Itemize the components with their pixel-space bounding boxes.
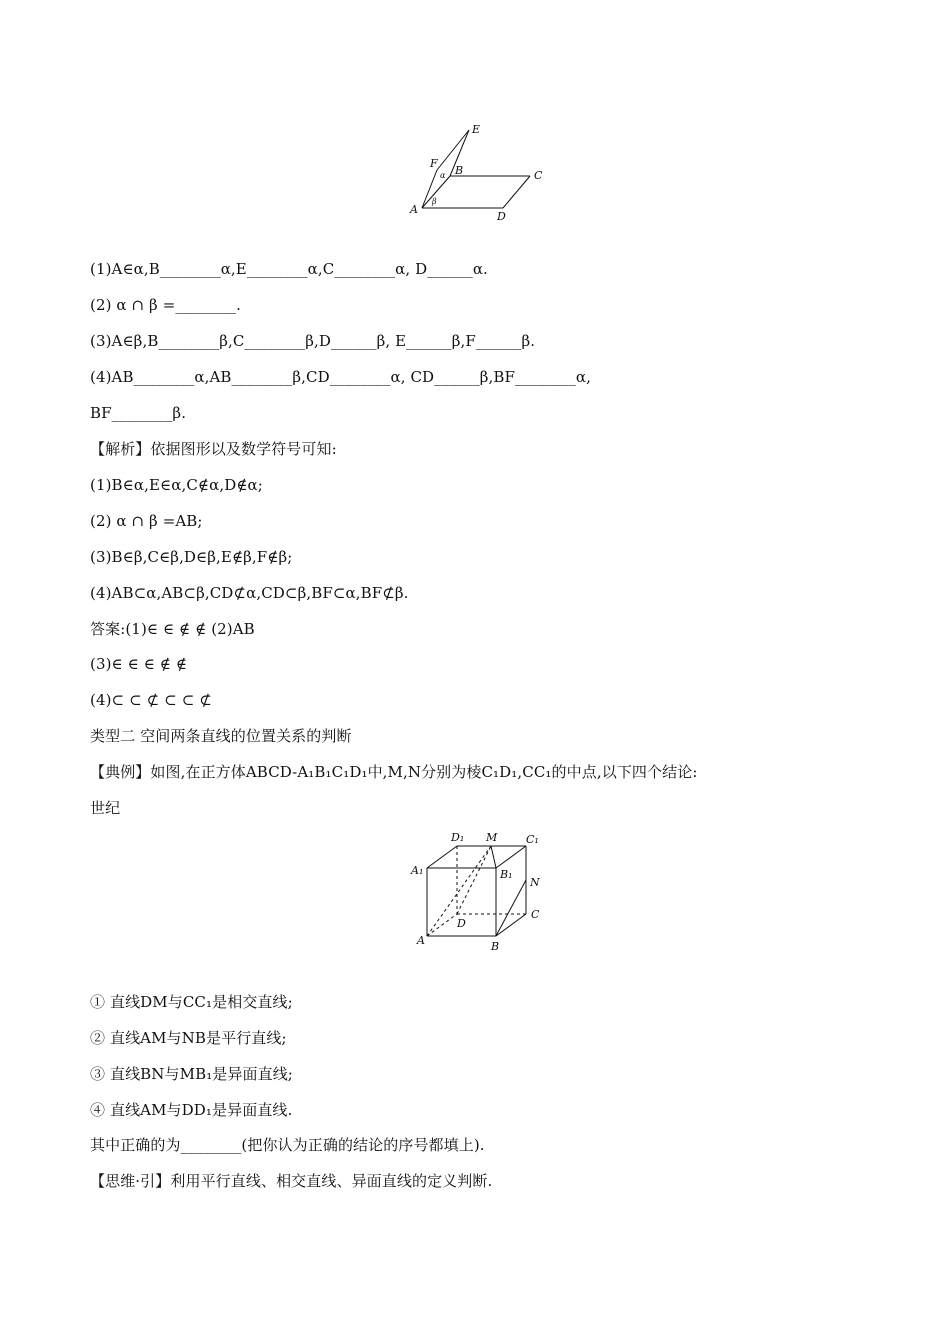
- question-2: (2) α ∩ β =________.: [90, 296, 242, 314]
- question-1: (1)A∈α,B________α,E________α,C________α, D______α.: [90, 260, 488, 278]
- label-d1: D₁: [451, 831, 465, 844]
- segment-mb1: [491, 846, 496, 868]
- label-c1: C₁: [526, 833, 539, 846]
- watermark-text: 世纪: [90, 799, 121, 817]
- label-b1: B₁: [500, 868, 513, 881]
- edge-bc: [496, 914, 526, 936]
- segment-bn: [496, 880, 526, 936]
- example-text: 【典例】如图,在正方体ABCD-A₁B₁C₁D₁中,M,N分别为棱C₁D₁,CC₁的中点,以下四个结论:: [90, 763, 698, 781]
- conclusion-4: ④ 直线AM与DD₁是异面直线.: [90, 1101, 293, 1119]
- hint-text: 【思维·引】利用平行直线、相交直线、异面直线的定义判断.: [90, 1172, 493, 1190]
- answer-4: (4)⊂ ⊂ ⊄ ⊂ ⊂ ⊄: [90, 691, 212, 709]
- question-4-continued: BF________β.: [90, 404, 187, 422]
- analysis-3: (3)B∈β,C∈β,D∈β,E∉β,F∉β;: [90, 548, 293, 566]
- analysis-4: (4)AB⊂α,AB⊂β,CD⊄α,CD⊂β,BF⊂α,BF⊄β.: [90, 584, 409, 602]
- conclusion-2: ② 直线AM与NB是平行直线;: [90, 1029, 287, 1047]
- label-a: A: [410, 203, 418, 216]
- answer-1: 答案:(1)∈ ∈ ∉ ∉ (2)AB: [90, 620, 255, 638]
- fill-in-question: 其中正确的为________(把你认为正确的结论的序号都填上).: [90, 1136, 485, 1154]
- label-e: E: [472, 123, 481, 136]
- analysis-2: (2) α ∩ β =AB;: [90, 512, 203, 530]
- label-b: B: [491, 940, 500, 953]
- question-4: (4)AB________α,AB________β,CD________α, CD______β,BF________α,: [90, 368, 591, 386]
- edge-a1d1: [427, 846, 457, 868]
- edge-cd: [503, 176, 530, 208]
- label-c: C: [534, 169, 543, 182]
- edge-fe: [437, 130, 469, 170]
- planes-figure: [400, 118, 560, 228]
- label-n: N: [530, 876, 540, 889]
- section-heading: 类型二 空间两条直线的位置关系的判断: [90, 727, 352, 745]
- edge-b1c1: [496, 846, 526, 868]
- edge-ad-hidden: [427, 914, 457, 936]
- cube-figure: [405, 828, 555, 956]
- analysis-title: 【解析】依据图形以及数学符号可知:: [90, 440, 337, 458]
- segment-dm-hidden: [457, 846, 491, 914]
- conclusion-1: ① 直线DM与CC₁是相交直线;: [90, 993, 293, 1011]
- label-f: F: [430, 157, 438, 170]
- label-b: B: [455, 164, 464, 177]
- label-d: D: [497, 210, 506, 223]
- answer-3: (3)∈ ∈ ∈ ∉ ∉: [90, 655, 188, 673]
- label-a: A: [417, 934, 425, 947]
- label-alpha: α: [440, 171, 446, 180]
- label-d: D: [457, 917, 466, 930]
- label-c: C: [531, 908, 540, 921]
- question-3: (3)A∈β,B________β,C________β,D______β, E______β,F______β.: [90, 332, 536, 350]
- label-m: M: [486, 831, 498, 844]
- conclusion-3: ③ 直线BN与MB₁是异面直线;: [90, 1065, 293, 1083]
- label-a1: A₁: [411, 864, 424, 877]
- analysis-1: (1)B∈α,E∈α,C∉α,D∉α;: [90, 476, 263, 494]
- label-beta: β: [432, 197, 437, 206]
